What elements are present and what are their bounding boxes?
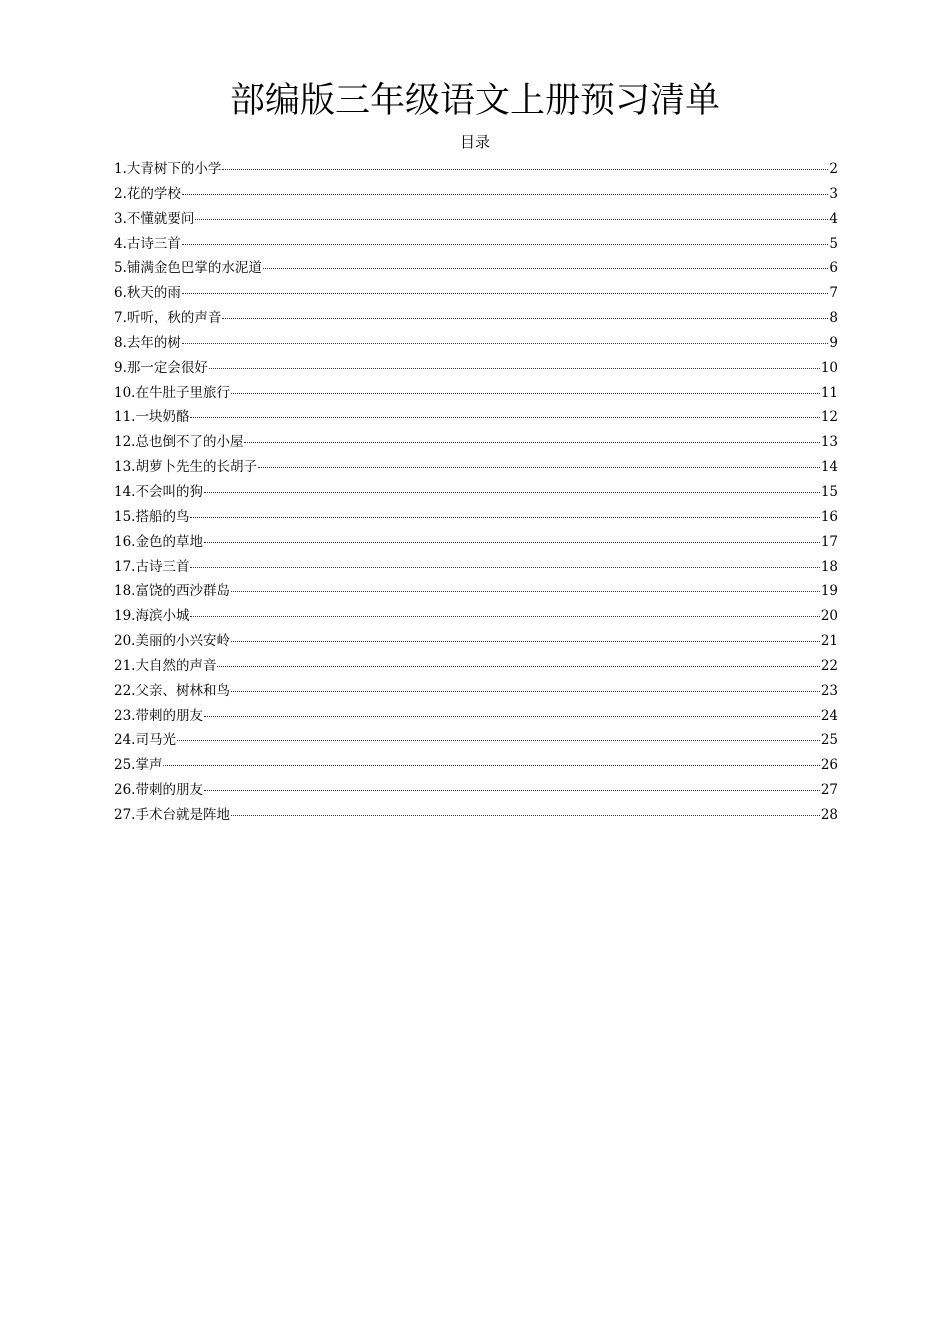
toc-entry-title[interactable]: 12.总也倒不了的小屋 [114,434,244,451]
toc-entry[interactable] [114,555,838,580]
toc-entry-title[interactable]: 4.古诗三首 [114,235,181,252]
toc-entry-page-number[interactable]: 24 [820,707,838,724]
toc-entry-page-number[interactable]: 15 [820,483,838,500]
toc-entry-page-number[interactable]: 4 [829,210,838,227]
dot-leader [182,194,829,195]
dot-leader [231,393,820,394]
toc-entry[interactable] [114,679,838,704]
toc-entry-title[interactable]: 24.司马光 [114,732,176,749]
toc-entry-title[interactable]: 10.在牛肚子里旅行 [114,384,230,401]
dot-leader [231,591,820,592]
dot-leader [195,219,828,220]
toc-entry-title[interactable]: 16.金色的草地 [114,533,203,550]
toc-entry-title[interactable]: 22.父亲、树林和鸟 [114,682,230,699]
toc-entry[interactable] [114,728,838,753]
dot-leader [204,492,820,493]
dot-leader [182,244,829,245]
toc-entry[interactable] [114,505,838,530]
toc-entry-page-number[interactable]: 7 [829,285,838,302]
toc-entry-page-number[interactable]: 20 [820,608,838,625]
toc-entry-title[interactable]: 14.不会叫的狗 [114,483,203,500]
toc-entry[interactable] [114,356,838,381]
toc-entry-page-number[interactable]: 16 [820,508,838,525]
toc-entry[interactable] [114,232,838,257]
toc-entry[interactable] [114,331,838,356]
toc-entry-page-number[interactable]: 8 [829,310,838,327]
toc-entry-title[interactable]: 17.古诗三首 [114,558,190,575]
toc-entry[interactable] [114,530,838,555]
toc-heading: 目录 [459,133,490,151]
toc-entry-page-number[interactable]: 13 [820,434,838,451]
toc-entry-title[interactable]: 8.去年的树 [114,334,181,351]
dot-leader [163,765,819,766]
toc-entry-title[interactable]: 5.铺满金色巴掌的水泥道 [114,260,262,277]
toc-entry-title[interactable]: 6.秋天的雨 [114,285,181,302]
toc-entry-page-number[interactable]: 26 [820,757,838,774]
toc-entry[interactable] [114,753,838,778]
toc-entry[interactable] [114,803,838,828]
toc-entry-title[interactable]: 21.大自然的声音 [114,657,217,674]
toc-entry-title[interactable]: 18.富饶的西沙群岛 [114,583,230,600]
dot-leader [182,293,829,294]
toc-entry-title[interactable]: 27.手术台就是阵地 [114,806,230,823]
toc-entry-page-number[interactable]: 9 [829,334,838,351]
toc-entry-page-number[interactable]: 17 [820,533,838,550]
toc-entry[interactable] [114,579,838,604]
toc-entry[interactable] [114,778,838,803]
toc-entry-title[interactable]: 1.大青树下的小学 [114,161,222,177]
toc-entry-title[interactable]: 20.美丽的小兴安岭 [114,633,230,650]
toc-entry-title[interactable]: 9.那一定会很好 [114,359,208,376]
toc-entry-title[interactable]: 23.带刺的朋友 [114,707,203,724]
toc-entry-title[interactable]: 3.不懂就要问 [114,210,195,227]
toc-entry-page-number[interactable]: 21 [820,633,838,650]
dot-leader [222,318,828,319]
dot-leader [204,790,820,791]
dot-leader [244,442,819,443]
table-of-contents [114,157,838,828]
dot-leader [217,666,819,667]
toc-entry-title[interactable]: 11.一块奶酪 [114,409,190,426]
toc-entry-page-number[interactable]: 10 [820,359,838,376]
dot-leader [231,815,820,816]
toc-entry[interactable] [114,405,838,430]
toc-entry-page-number[interactable]: 22 [820,657,838,674]
dot-leader [204,542,820,543]
toc-entry[interactable] [114,256,838,281]
toc-entry-page-number[interactable]: 3 [829,185,838,202]
toc-entry[interactable] [114,306,838,331]
toc-entry-page-number[interactable]: 11 [820,384,838,401]
document-title: 部编版三年级语文上册预习清单 [229,81,720,122]
dot-leader [177,740,820,741]
toc-entry-page-number[interactable]: 28 [820,806,838,823]
toc-entry[interactable] [114,157,838,182]
toc-entry-page-number[interactable]: 12 [820,409,838,426]
toc-entry[interactable] [114,182,838,207]
toc-entry[interactable] [114,480,838,505]
toc-entry[interactable] [114,207,838,232]
toc-entry[interactable] [114,604,838,629]
toc-entry-title[interactable]: 7.听听，秋的声音 [114,310,222,327]
toc-entry[interactable] [114,381,838,406]
dot-leader [190,616,819,617]
toc-entry-page-number[interactable]: 5 [829,235,838,252]
toc-entry-page-number[interactable]: 19 [820,583,838,600]
toc-entry[interactable] [114,704,838,729]
toc-entry-title[interactable]: 2.花的学校 [114,185,181,202]
toc-entry-page-number[interactable]: 18 [820,558,838,575]
toc-entry[interactable] [114,629,838,654]
toc-entry-page-number[interactable]: 6 [829,260,838,277]
dot-leader [231,691,820,692]
toc-entry[interactable] [114,430,838,455]
dot-leader [190,417,819,418]
dot-leader [182,343,829,344]
dot-leader [204,716,820,717]
toc-entry-page-number[interactable]: 14 [820,459,838,476]
dot-leader [222,169,828,170]
toc-entry-page-number[interactable]: 25 [820,732,838,749]
dot-leader [190,517,819,518]
dot-leader [209,368,820,369]
toc-entry-title[interactable]: 25.掌声 [114,757,163,774]
toc-entry[interactable] [114,455,838,480]
toc-entry-title[interactable]: 19.海滨小城 [114,608,190,625]
toc-entry-page-number[interactable]: 23 [820,682,838,699]
toc-entry-title[interactable]: 26.带刺的朋友 [114,782,203,799]
toc-entry-page-number[interactable]: 27 [820,782,838,799]
toc-entry[interactable] [114,654,838,679]
dot-leader [231,641,820,642]
toc-entry-title[interactable]: 15.搭船的鸟 [114,508,190,525]
toc-entry[interactable] [114,281,838,306]
toc-entry-page-number[interactable]: 2 [829,161,838,177]
dot-leader [190,567,819,568]
dot-leader [258,467,820,468]
dot-leader [263,268,829,269]
toc-entry-title[interactable]: 13.胡萝卜先生的长胡子 [114,459,257,476]
